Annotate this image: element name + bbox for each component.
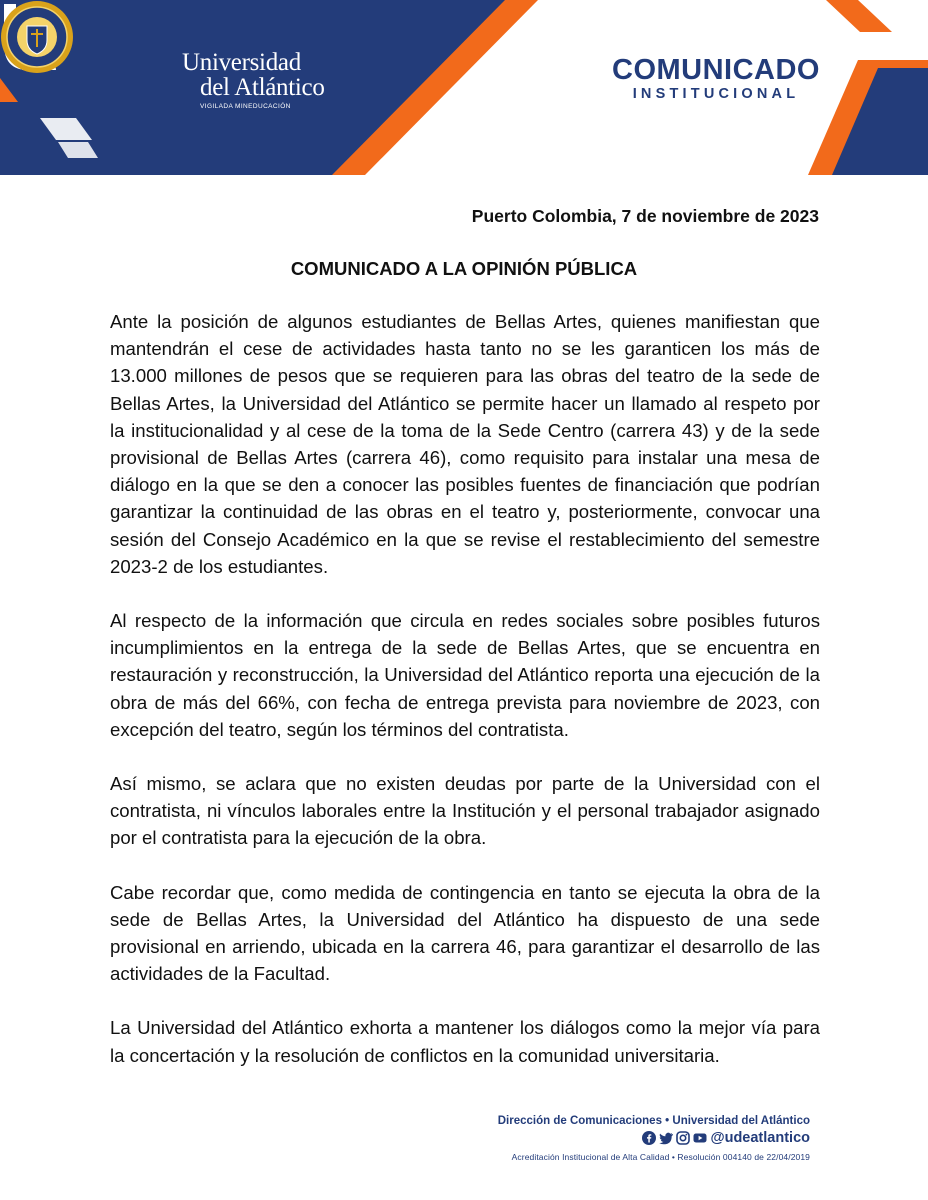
footer [498, 1115, 810, 1162]
paragraph-3: Así mismo, se aclara que no existen deudas por parte de la Universidad con el contratista, ni vínculos laborales entre la Institución y el personal trabajador asignado por el contratista para la ejecución de la obra. [110, 773, 820, 849]
comunicado-badge [612, 55, 820, 103]
document-body [110, 308, 820, 1096]
document-date: Puerto Colombia, 7 de noviembre de 2023 [471, 206, 819, 226]
comunicado-title: COMUNICADO [612, 54, 820, 86]
paragraph-4: Cabe recordar que, como medida de contingencia en tanto se ejecuta la obra de la sede de Bellas Artes, la Universidad del Atlántico ha dispuesto de una sede provisional en arriendo, ubicada en la carrera 46, para garantizar el desarrollo de las actividades de la Facultad. [110, 881, 820, 985]
paragraph-2: Al respecto de la información que circula en redes sociales sobre posibles futuros incumplimientos en la entrega de la sede de Bellas Artes, que se encuentra en restauración y reconstrucción, la Universidad del Atlántico reporta una ejecución de la obra de más del 66%, con fecha de entrega prevista para noviembre de 2023, con excepción del teatro, según los términos del contratista. [110, 610, 820, 740]
comunicado-subtitle: INSTITUCIONAL [632, 86, 800, 102]
document-title: COMUNICADO A LA OPINIÓN PÚBLICA [290, 258, 638, 279]
footer-social [498, 1130, 810, 1146]
youtube-icon[interactable] [693, 1131, 707, 1145]
university-seal-icon [0, 0, 74, 74]
paragraph-5: La Universidad del Atlántico exhorta a mantener los diálogos como la mejor vía para la concertación y la resolución de conflictos en la comunidad universitaria. [110, 1017, 820, 1066]
social-handle[interactable]: @udeatlantico [710, 1130, 810, 1146]
footer-accreditation: Acreditación Institucional de Alta Calidad • Resolución 004140 de 22/04/2019 [511, 1152, 810, 1162]
facebook-icon[interactable] [642, 1131, 656, 1145]
university-name [182, 50, 325, 100]
paragraph-1: Ante la posición de algunos estudiantes de Bellas Artes, quienes manifiestan que mantendrán el cese de actividades hasta tanto no se les garanticen los más de 13.000 millones de pesos que se requieren para las obras del teatro de la sede de Bellas Artes, la Universidad del Atlántico se permite hacer un llamado al respeto por la institucionalidad y al cese de la toma de la Sede Centro (carrera 43) y de la sede provisional de Bellas Artes (carrera 46), como requisito para instalar una mesa de diálogo en la que se den a conocer las posibles fuentes de financiación que podrían garantizar la continuidad de las obras en el teatro y, posteriormente, convocar una sesión del Consejo Académico en la que se revise el restablecimiento del semestre 2023-2 de los estudiantes. [110, 311, 820, 577]
vigila-label: VIGILADA MINEDUCACIÓN [200, 103, 291, 110]
header-banner [0, 0, 928, 175]
footer-department: Dirección de Comunicaciones • Universidad del Atlántico [497, 1115, 810, 1127]
university-name-line1: Universidad [182, 49, 301, 76]
instagram-icon[interactable] [676, 1131, 690, 1145]
university-name-line2: del Atlántico [200, 74, 325, 101]
twitter-icon[interactable] [659, 1131, 673, 1145]
